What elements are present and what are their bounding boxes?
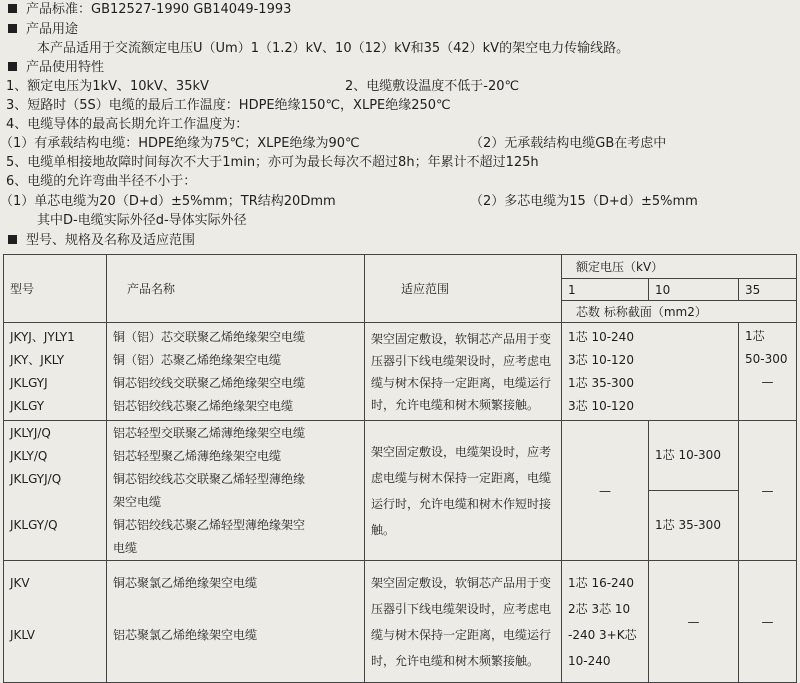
char-item-6a: （1）单芯电缆为20（D+d）±5%mm；TR结构20Dmm	[0, 194, 336, 209]
model-cell: JKV	[10, 575, 30, 590]
standard-line	[0, 0, 291, 20]
g2-names	[107, 421, 365, 561]
dash-cell: —	[761, 375, 774, 389]
bullet-icon	[8, 4, 17, 13]
char-item-1: 1、额定电压为1kV、10kV、35kV	[6, 79, 209, 94]
char-item-6c: 其中D-电缆实际外径d-导体实际外径	[37, 213, 247, 228]
g2-v10	[649, 421, 739, 561]
model-cell: JKLYJ/Q	[10, 425, 51, 440]
g3-v10: —	[649, 561, 739, 683]
model-cell	[10, 596, 100, 622]
name-cell: 铜芯铝绞线芯交联聚乙烯轻型薄绝缘	[113, 471, 306, 486]
model-cell: JKLV	[10, 627, 35, 642]
g2-models	[4, 421, 107, 561]
char-item-4b: （2）无承载结构电缆GB在考虑中	[470, 136, 667, 151]
spec-cell: 50-300	[745, 352, 788, 366]
usage-title: 产品用途	[26, 22, 79, 37]
spec-cell: 3芯 10-120	[568, 352, 634, 367]
bullet-icon	[8, 24, 17, 33]
spec-cell: 10-240	[568, 653, 611, 668]
spec-cell: -240 3+K芯	[568, 627, 637, 642]
header-row	[4, 255, 797, 279]
name-cell: 铜（铝）芯交联聚乙烯绝缘架空电缆	[113, 329, 306, 344]
characteristics-title: 产品使用特性	[26, 60, 105, 75]
char-item-4: 4、电缆导体的最高长期允许工作温度为：	[6, 117, 249, 132]
model-cell: JKLY/Q	[10, 448, 48, 463]
header-v35: 35	[739, 279, 797, 301]
g3-scope: 架空固定敷设，软铜芯产品用于变压器引下线电缆架设时，应考虑电缆与树木保持一定距离，电缆运行时，允许电缆和树木频繁接触。	[365, 561, 562, 683]
model-cell: JKLGYJ/Q	[10, 471, 62, 486]
table-row	[4, 323, 797, 421]
g2-v35: —	[739, 421, 797, 561]
spec-cell: 1芯 16-240	[568, 575, 634, 590]
name-cell: 铝芯轻型聚乙烯薄绝缘架空电缆	[113, 448, 282, 463]
table-title: 型号、规格及名称及适应范围	[26, 233, 196, 248]
char-item-4a: （1）有承载结构电缆：HDPE绝缘为75℃；XLPE绝缘为90℃	[0, 136, 360, 151]
standard-value: GB12527-1990 GB14049-1993	[91, 2, 292, 17]
header-v1: 1	[562, 279, 649, 301]
name-cell: 铜芯铝绞线芯聚乙烯轻型薄绝缘架空	[113, 517, 306, 532]
model-cell: JKLGY	[10, 398, 45, 413]
bullet-icon	[8, 62, 17, 71]
name-cell: 铜芯聚氯乙烯绝缘架空电缆	[113, 575, 258, 590]
g2-v1: —	[562, 421, 649, 561]
model-cell: JKLGYJ	[10, 375, 48, 390]
char-item-6b: （2）多芯电缆为15（D+d）±5%mm	[470, 194, 698, 209]
g2-scope: 架空固定敷设，电缆架设时，应考虑电缆与树木保持一定距离，电缆运行时，允许电缆和树木作短时接触。	[365, 421, 562, 561]
name-cell	[113, 596, 358, 622]
header-v10: 10	[649, 279, 739, 301]
spec-cell: 2芯 3芯 10	[568, 601, 631, 616]
header-rated-voltage: 额定电压（kV）	[562, 255, 797, 279]
model-cell	[10, 537, 100, 560]
g1-v1	[562, 323, 739, 421]
name-cell: 铝芯铝绞线芯聚乙烯绝缘架空电缆	[113, 398, 294, 413]
standard-label: 产品标准：	[26, 2, 92, 17]
name-cell: 电缆	[113, 540, 138, 555]
spec-cell: 1芯 35-300	[655, 518, 721, 532]
name-cell: 铝芯轻型交联聚乙烯薄绝缘架空电缆	[113, 425, 306, 440]
spec-cell: 1芯	[745, 329, 765, 343]
char-item-6: 6、电缆的允许弯曲半径不小于：	[6, 174, 197, 189]
spec-cell: 1芯 10-240	[568, 329, 634, 344]
characteristics-title-line	[0, 58, 104, 78]
spec-table	[3, 254, 797, 683]
model-cell: JKYJ、JYLY1	[10, 329, 75, 344]
table-title-line	[0, 231, 195, 251]
g3-v35: —	[739, 561, 797, 683]
char-item-3: 3、短路时（5S）电缆的最后工作温度：HDPE绝缘150℃，XLPE绝缘250℃	[6, 98, 451, 113]
spec-cell: 1芯 35-300	[568, 375, 634, 390]
table-row	[4, 421, 797, 561]
model-cell	[10, 491, 100, 514]
spec-cell: 1芯 10-300	[649, 421, 738, 491]
header-name: 产品名称	[107, 255, 365, 323]
char-item-5: 5、电缆单相接地故障时间每次不大于1min；亦可为最长每次不超过8h；年累计不超过125h	[6, 155, 539, 170]
g3-models	[4, 561, 107, 683]
header-cores-section: 芯数 标称截面（mm2）	[562, 301, 797, 323]
name-cell: 架空电缆	[113, 494, 162, 509]
g1-v35	[739, 323, 797, 421]
name-cell: 铜芯铝绞线交联聚乙烯绝缘架空电缆	[113, 375, 306, 390]
g1-names	[107, 323, 365, 421]
spec-cell: 3芯 10-120	[568, 398, 634, 413]
name-cell	[113, 648, 358, 674]
model-cell: JKLGY/Q	[10, 517, 58, 532]
bullet-icon	[8, 235, 17, 244]
g3-names	[107, 561, 365, 683]
char-item-2: 2、电缆敷设温度不低于-20℃	[345, 79, 520, 94]
g1-models	[4, 323, 107, 421]
header-model: 型号	[4, 255, 107, 323]
g1-scope: 架空固定敷设，软铜芯产品用于变压器引下线电缆架设时，应考虑电缆与树木保持一定距离，电缆运行时，允许电缆和树木频繁接触。	[365, 323, 562, 421]
g3-v1	[562, 561, 649, 683]
usage-title-line	[0, 20, 78, 40]
model-cell: JKY、JKLY	[10, 352, 65, 367]
usage-text: 本产品适用于交流额定电压U（Um）1（1.2）kV、10（12）kV和35（42）kV的架空电力传输线路。	[37, 41, 630, 56]
table-row	[4, 561, 797, 683]
name-cell: 铝芯聚氯乙烯绝缘架空电缆	[113, 627, 258, 642]
name-cell: 铜（铝）芯聚乙烯绝缘架空电缆	[113, 352, 282, 367]
model-cell	[10, 648, 100, 674]
header-scope: 适应范围	[365, 255, 562, 323]
